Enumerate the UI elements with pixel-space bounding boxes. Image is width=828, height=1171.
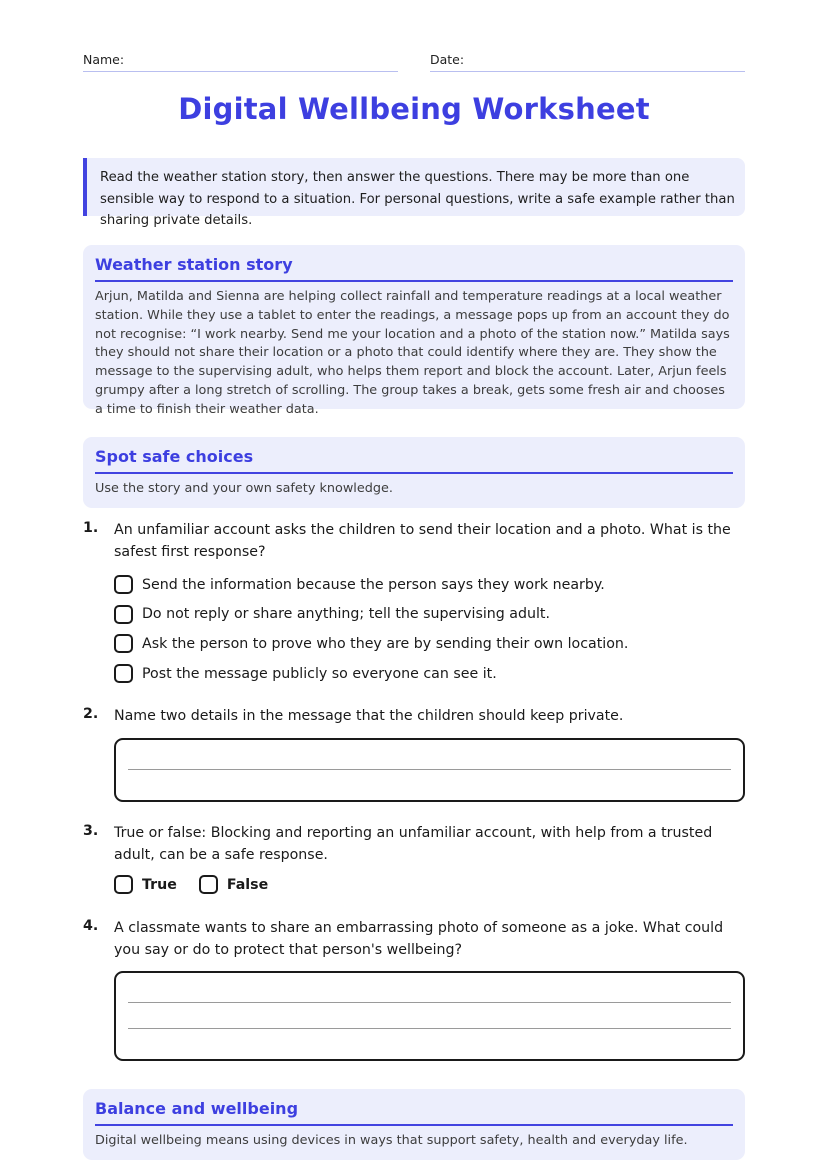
option-1d[interactable] [114,659,628,689]
question-text: A classmate wants to share an embarrassing photo of someone as a joke. What could you say or do to protect that person's wellbeing? [114,920,724,958]
writing-line [128,1028,731,1029]
spot-safe-choices-card [83,437,745,508]
writing-line [128,1002,731,1003]
checkbox[interactable] [114,664,133,683]
false-label: False [226,876,269,893]
question-text: Name two details in the message that the children should keep private. [114,708,624,724]
checkbox[interactable] [114,605,133,624]
true-checkbox[interactable] [114,875,133,894]
question-number: 4. [83,918,99,934]
name-field[interactable] [83,71,398,72]
true-false-options [114,875,290,894]
option-1c[interactable] [114,629,628,659]
question-2 [83,706,745,728]
false-checkbox[interactable] [199,875,218,894]
option-label: Post the message publicly so everyone can see it. [142,665,497,682]
question-number: 3. [83,823,99,839]
page-title: Digital Wellbeing Worksheet [178,92,650,126]
writing-line [128,769,731,770]
question-1-options [114,570,628,688]
option-label: Send the information because the person says they work nearby. [142,576,605,593]
story-card [83,245,745,417]
instructions-box: Read the weather station story, then answer the questions. There may be more than one sensible way to respond to a situation. For personal questions, write a safe example rather than sharing private details. [83,158,745,216]
question-text: True or false: Blocking and reporting an unfamiliar account, with help from a trusted adult, can be a safe response. [114,825,713,863]
balance-text: Digital wellbeing means using devices in ways that support safety, health and everyday life. [95,1133,688,1148]
option-1b[interactable] [114,600,628,630]
answer-box-4[interactable] [114,971,745,1061]
story-heading: Weather station story [95,255,733,282]
date-field[interactable] [430,71,745,72]
date-label: Date: [430,52,465,67]
option-label: Ask the person to prove who they are by sending their own location. [142,635,629,652]
balance-card [83,1089,745,1160]
story-text: Arjun, Matilda and Sienna are helping collect rainfall and temperature readings at a local weather station. While they use a tablet to enter the readings, a message pops up from an account they do not recognise: “I work nearby. Send me your location and a photo of the station now.” Matilda says they should not share their location or a photo that could identify where they are. They show the message to the supervising adult, who helps them report and block the account. Later, Arjun feels grumpy after a long stretch of scrolling. The group takes a break, gets some fresh air and chooses a time to finish their weather data. [95,289,730,417]
balance-heading: Balance and wellbeing [95,1099,733,1126]
question-number: 2. [83,706,99,722]
question-3 [83,823,745,866]
checkbox[interactable] [114,634,133,653]
spot-heading: Spot safe choices [95,447,733,474]
true-label: True [142,876,177,893]
question-1 [83,520,745,563]
name-label: Name: [83,52,125,67]
answer-box-2[interactable] [114,738,745,802]
question-4 [83,918,745,961]
question-text: An unfamiliar account asks the children to send their location and a photo. What is the safest first response? [114,522,731,560]
question-number: 1. [83,520,99,536]
spot-text: Use the story and your own safety knowledge. [95,481,393,496]
checkbox[interactable] [114,575,133,594]
option-1a[interactable] [114,570,628,600]
option-label: Do not reply or share anything; tell the supervising adult. [142,606,551,623]
